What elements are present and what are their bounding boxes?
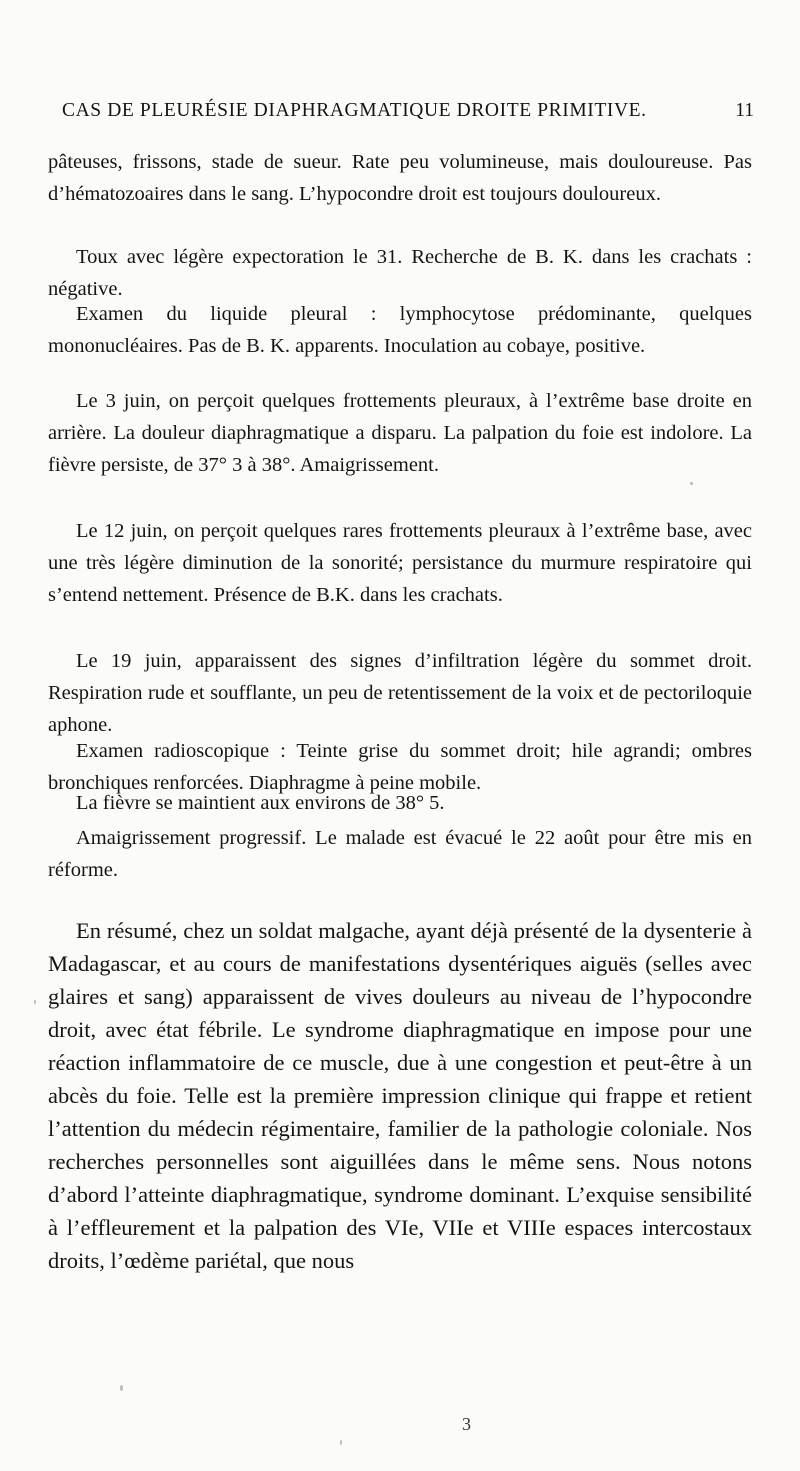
paper-speck <box>340 1440 342 1445</box>
paragraph-fever: La fièvre se maintient aux environs de 38° 5. <box>76 792 445 814</box>
paragraph-june-12: Le 12 juin, on perçoit quelques rares frottements pleuraux à l’extrême base, avec une très légère diminution de la sonorité; persistance du murmure respiratoire qui s’entend nettement. Présence de B.K. dans les crachats. <box>48 520 752 606</box>
paper-speck <box>690 482 693 485</box>
paragraph-radioscopy: Examen radioscopique : Teinte grise du sommet droit; hile agrandi; ombres bronchiques renforcées. Diaphragme à peine mobile. <box>48 740 752 794</box>
paragraph-june-3: Le 3 juin, on perçoit quelques frottements pleuraux, à l’extrême base droite en arrière. La douleur diaphragmatique a disparu. La palpation du foie est indolore. La fièvre persiste, de 37° 3 à 38°. Amaigrissement. <box>48 390 752 476</box>
paragraph-cough: Toux avec légère expectoration le 31. Recherche de B. K. dans les crachats : négative. <box>48 246 752 300</box>
running-header <box>62 100 754 130</box>
paragraph-pleural-fluid: Examen du liquide pleural : lymphocytose prédominante, quelques mononucléaires. Pas de B. K. apparents. Inoculation au cobaye, positive. <box>48 303 752 357</box>
paragraph-continuation: pâteuses, frissons, stade de sueur. Rate peu volumineuse, mais douloureuse. Pas d’hématozoaires dans le sang. L’hypocondre droit est toujours douloureux. <box>48 151 752 205</box>
running-head-title: CAS DE PLEURÉSIE DIAPHRAGMATIQUE DROITE PRIMITIVE. <box>62 100 647 121</box>
paragraph-summary: En résumé, chez un soldat malgache, ayant déjà présenté de la dysenterie à Madagascar, et au cours de manifestations dysentériques aiguës (selles avec glaires et sang) apparaissent de vives douleurs au niveau de l’hypocondre droit, avec état fébrile. Le syndrome diaphragmatique en impose pour une réaction inflammatoire de ce muscle, due à une congestion et peut-être à un abcès du foie. Telle est la première impression clinique qui frappe et retient l’attention du médecin régimentaire, familier de la pathologie coloniale. Nos recherches personnelles sont aiguillées dans le même sens. Nous notons d’abord l’atteinte diaphragmatique, syndrome dominant. L’exquise sensibilité à l’effleurement et la palpation des VIe, VIIe et VIIIe espaces intercostaux droits, l’œdème pariétal, que nous <box>48 918 752 1273</box>
paper-speck <box>120 1385 123 1391</box>
paper-speck <box>34 1000 36 1004</box>
page-number: 11 <box>735 100 754 121</box>
paragraph-emaciation: Amaigrissement progressif. Le malade est évacué le 22 août pour être mis en réforme. <box>48 827 752 881</box>
paragraph-june-19: Le 19 juin, apparaissent des signes d’infiltration légère du sommet droit. Respiration rude et soufflante, un peu de retentissement de la voix et de pectoriloquie aphone. <box>48 650 752 736</box>
folio-mark: 3 <box>462 1414 471 1434</box>
